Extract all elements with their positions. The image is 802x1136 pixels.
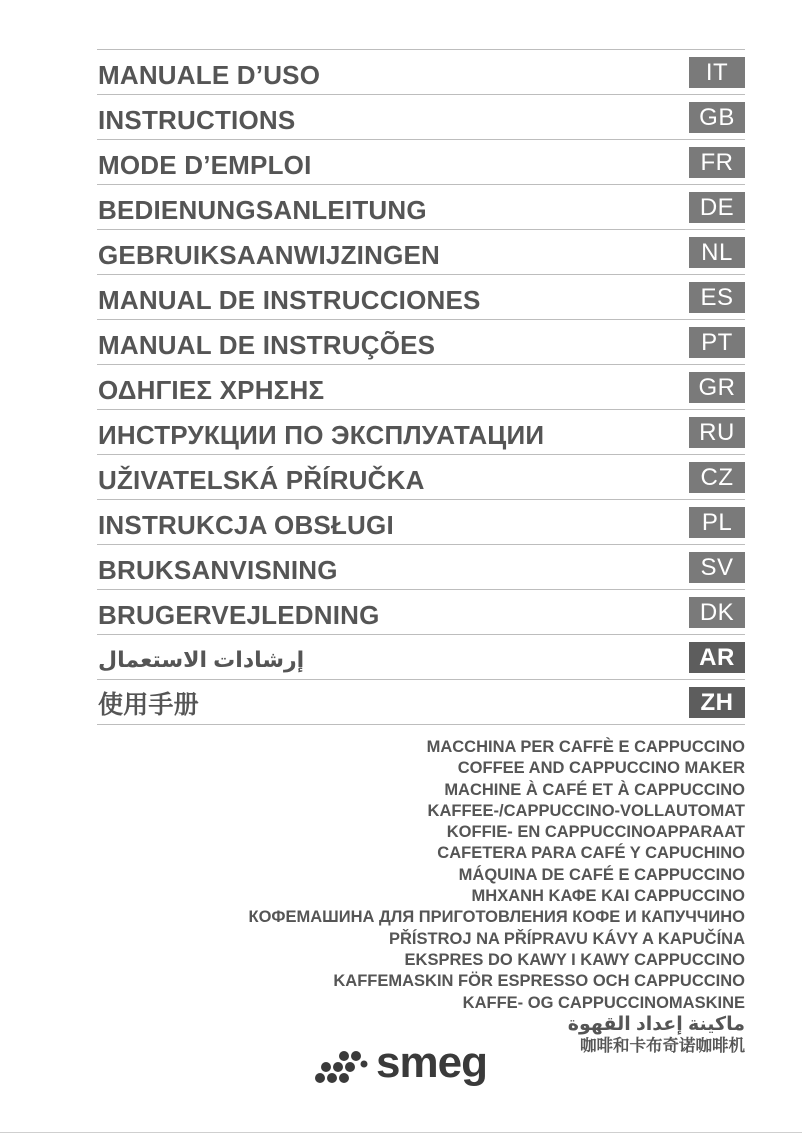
product-name-pl: EKSPRES DO KAWY I KAWY CAPPUCCINO xyxy=(404,950,745,969)
product-name-it: MACCHINA PER CAFFÈ E CAPPUCCINO xyxy=(426,738,745,756)
product-name-fr: MACHINE À CAFÉ ET À CAPPUCCINO xyxy=(444,780,745,799)
manual-title-pl: INSTRUKCJA OBSŁUGI xyxy=(98,510,394,540)
language-code-gr: GR xyxy=(689,372,745,403)
language-code-gb: GB xyxy=(689,102,745,133)
manual-title-zh: 使用手册 xyxy=(98,691,199,719)
brand-name: smeg xyxy=(376,1038,487,1087)
manual-title-gr: ΟΔΗΓΙΕΣ ΧΡΗΣΗΣ xyxy=(98,375,325,405)
language-row-zh xyxy=(97,680,745,725)
language-row-it xyxy=(97,50,745,95)
language-title-list xyxy=(97,50,745,725)
language-code-pl: PL xyxy=(689,507,745,538)
language-row-ar xyxy=(97,635,745,680)
manual-title-ru: ИНСТРУКЦИИ ПО ЭКСПЛУАТАЦИИ xyxy=(98,420,545,450)
product-name-gb: COFFEE AND CAPPUCCINO MAKER xyxy=(457,759,745,778)
language-code-sv: SV xyxy=(689,552,745,583)
language-row-gb xyxy=(97,95,745,140)
language-code-nl: NL xyxy=(689,237,745,268)
language-code-it: IT xyxy=(689,57,745,88)
product-name-nl: KOFFIE- EN CAPPUCCINOAPPARAAT xyxy=(446,823,745,842)
manual-title-gb: INSTRUCTIONS xyxy=(98,105,296,135)
manual-title-es: MANUAL DE INSTRUCCIONES xyxy=(98,285,481,315)
product-name-de: KAFFEE-/CAPPUCCINO-VOLLAUTOMAT xyxy=(427,801,745,820)
manual-title-ar: إرشادات الاستعمال xyxy=(98,647,305,672)
manual-title-de: BEDIENUNGSANLEITUNG xyxy=(98,195,427,225)
product-name-pt: MÁQUINA DE CAFÉ E CAPPUCCINO xyxy=(458,865,745,884)
bottom-divider xyxy=(0,1132,802,1133)
manual-title-it: MANUALE D’USO xyxy=(98,60,321,90)
language-row-gr xyxy=(97,365,745,410)
language-row-es xyxy=(97,275,745,320)
language-code-ar: AR xyxy=(689,642,745,673)
product-name-es: CAFETERA PARA CAFÉ Y CAPUCHINO xyxy=(437,844,745,863)
product-name-ar: ماكينة إعداد القهوة xyxy=(567,1013,745,1035)
manual-title-nl: GEBRUIKSAANWIJZINGEN xyxy=(98,240,441,270)
language-code-dk: DK xyxy=(689,597,745,628)
product-name-sv: KAFFEMASKIN FÖR ESPRESSO OCH CAPPUCCINO xyxy=(333,972,745,991)
language-row-nl xyxy=(97,230,745,275)
language-code-es: ES xyxy=(689,282,745,313)
language-code-ru: RU xyxy=(689,417,745,448)
product-name-zh: 咖啡和卡布奇诺咖啡机 xyxy=(580,1036,745,1055)
product-name-cz: PŘÍSTROJ NA PŘÍPRAVU KÁVY A KAPUČÍNA xyxy=(388,929,745,948)
language-code-cz: CZ xyxy=(689,462,745,493)
manual-title-pt: MANUAL DE INSTRUÇÕES xyxy=(98,330,436,360)
language-row-fr xyxy=(97,140,745,185)
language-row-pl xyxy=(97,500,745,545)
product-name-dk: KAFFE- OG CAPPUCCINOMASKINE xyxy=(462,993,745,1012)
manual-title-fr: MODE D’EMPLOI xyxy=(98,150,312,180)
language-row-ru xyxy=(97,410,745,455)
smeg-dots-icon xyxy=(314,1042,374,1090)
language-row-dk xyxy=(97,590,745,635)
manual-title-sv: BRUKSANVISNING xyxy=(98,555,338,585)
language-row-de xyxy=(97,185,745,230)
manual-title-dk: BRUGERVEJLEDNING xyxy=(98,600,380,630)
language-code-pt: PT xyxy=(689,327,745,358)
language-code-de: DE xyxy=(689,192,745,223)
language-row-sv xyxy=(97,545,745,590)
language-code-fr: FR xyxy=(689,147,745,178)
product-name-gr: ΜΗΧΑΝΗ ΚΑΦΕ ΚΑΙ CAPPUCCINO xyxy=(471,887,745,906)
product-name-list xyxy=(249,737,746,1057)
language-row-cz xyxy=(97,455,745,500)
brand-logo xyxy=(314,1038,494,1090)
language-row-pt xyxy=(97,320,745,365)
product-name-ru: КОФЕМАШИНА ДЛЯ ПРИГОТОВЛЕНИЯ КОФЕ И КАПУЧЧИНО xyxy=(248,908,745,927)
language-code-zh: ZH xyxy=(689,687,745,718)
manual-title-cz: UŽIVATELSKÁ PŘÍRUČKA xyxy=(98,465,425,495)
